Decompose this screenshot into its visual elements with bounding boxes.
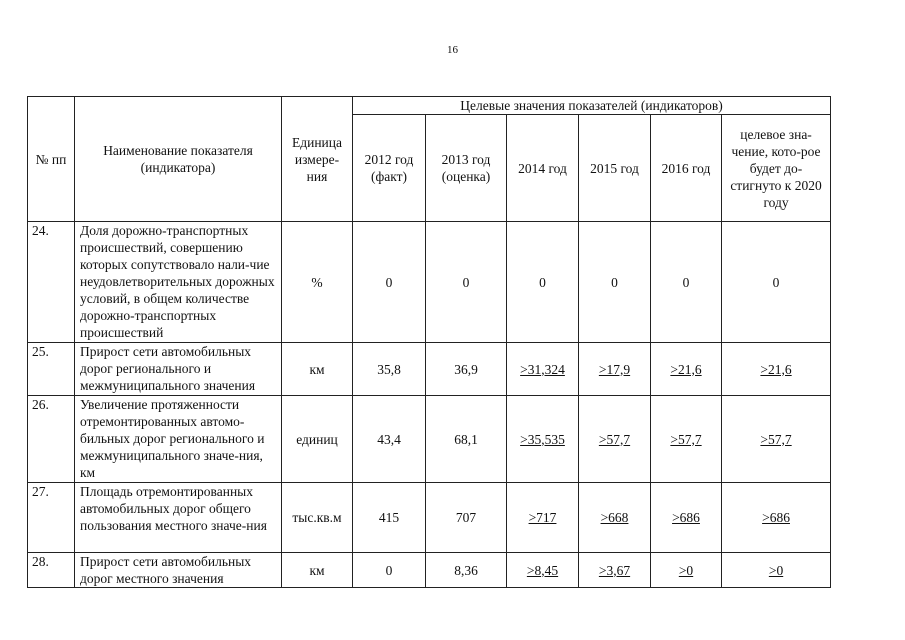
value-cell: >17,9 — [579, 343, 651, 396]
value-cell: 0 — [353, 222, 426, 343]
value-cell: 0 — [722, 222, 831, 343]
value-cell: 0 — [651, 222, 722, 343]
value-cell: >3,67 — [579, 553, 651, 588]
value-cell: 415 — [353, 483, 426, 553]
row-num: 28. — [28, 553, 75, 588]
value-cell: >668 — [579, 483, 651, 553]
indicator-name: Увеличение протяженности отремонтированных автомо-бильных дорог регионального и межмуниципального значе-ния, км — [75, 396, 282, 483]
row-num: 27. — [28, 483, 75, 553]
row-num: 26. — [28, 396, 75, 483]
unit-cell: тыс.кв.м — [282, 483, 353, 553]
header-year: 2012 год (факт) — [353, 115, 426, 222]
value-cell: >57,7 — [651, 396, 722, 483]
table-row — [28, 553, 831, 588]
value-cell: 707 — [426, 483, 507, 553]
value-cell: 68,1 — [426, 396, 507, 483]
value-cell: 8,36 — [426, 553, 507, 588]
value-cell: 0 — [426, 222, 507, 343]
value-cell: >57,7 — [722, 396, 831, 483]
value-cell: >686 — [651, 483, 722, 553]
value-cell: >57,7 — [579, 396, 651, 483]
header-year: 2013 год (оценка) — [426, 115, 507, 222]
unit-cell: % — [282, 222, 353, 343]
header-year: 2016 год — [651, 115, 722, 222]
table-row — [28, 483, 831, 553]
header-year: 2014 год — [507, 115, 579, 222]
header-target-group: Целевые значения показателей (индикаторов) — [353, 97, 831, 115]
row-num: 24. — [28, 222, 75, 343]
row-num: 25. — [28, 343, 75, 396]
value-cell: >21,6 — [651, 343, 722, 396]
indicator-name: Прирост сети автомобильных дорог местного значения — [75, 553, 282, 588]
value-cell: >686 — [722, 483, 831, 553]
value-cell: 0 — [353, 553, 426, 588]
table-row — [28, 343, 831, 396]
value-cell: >717 — [507, 483, 579, 553]
header-name: Наименование показателя (индикатора) — [75, 97, 282, 222]
unit-cell: км — [282, 343, 353, 396]
value-cell: >21,6 — [722, 343, 831, 396]
unit-cell: единиц — [282, 396, 353, 483]
indicator-name: Доля дорожно-транспортных происшествий, совершению которых сопутствовало нали-чие неудовлетворительных дорожных условий, в общем количестве дорожно-транспортных происшествий — [75, 222, 282, 343]
value-cell: >0 — [722, 553, 831, 588]
unit-cell: км — [282, 553, 353, 588]
indicators-table — [27, 96, 831, 588]
value-cell: >31,324 — [507, 343, 579, 396]
header-num: № пп — [28, 97, 75, 222]
table-row — [28, 222, 831, 343]
value-cell: >8,45 — [507, 553, 579, 588]
value-cell: 0 — [507, 222, 579, 343]
header-year: целевое зна-чение, кото-рое будет до-стигнуто к 2020 году — [722, 115, 831, 222]
value-cell: >0 — [651, 553, 722, 588]
value-cell: 35,8 — [353, 343, 426, 396]
indicator-name: Прирост сети автомобильных дорог регионального и межмуниципального значения — [75, 343, 282, 396]
header-year: 2015 год — [579, 115, 651, 222]
value-cell: 36,9 — [426, 343, 507, 396]
indicator-name: Площадь отремонтированных автомобильных дорог общего пользования местного значе-ния — [75, 483, 282, 553]
table-row — [28, 396, 831, 483]
header-row — [28, 97, 831, 115]
page-number: 16 — [447, 44, 458, 56]
value-cell: 0 — [579, 222, 651, 343]
value-cell: >35,535 — [507, 396, 579, 483]
value-cell: 43,4 — [353, 396, 426, 483]
header-unit: Единица измере-ния — [282, 97, 353, 222]
